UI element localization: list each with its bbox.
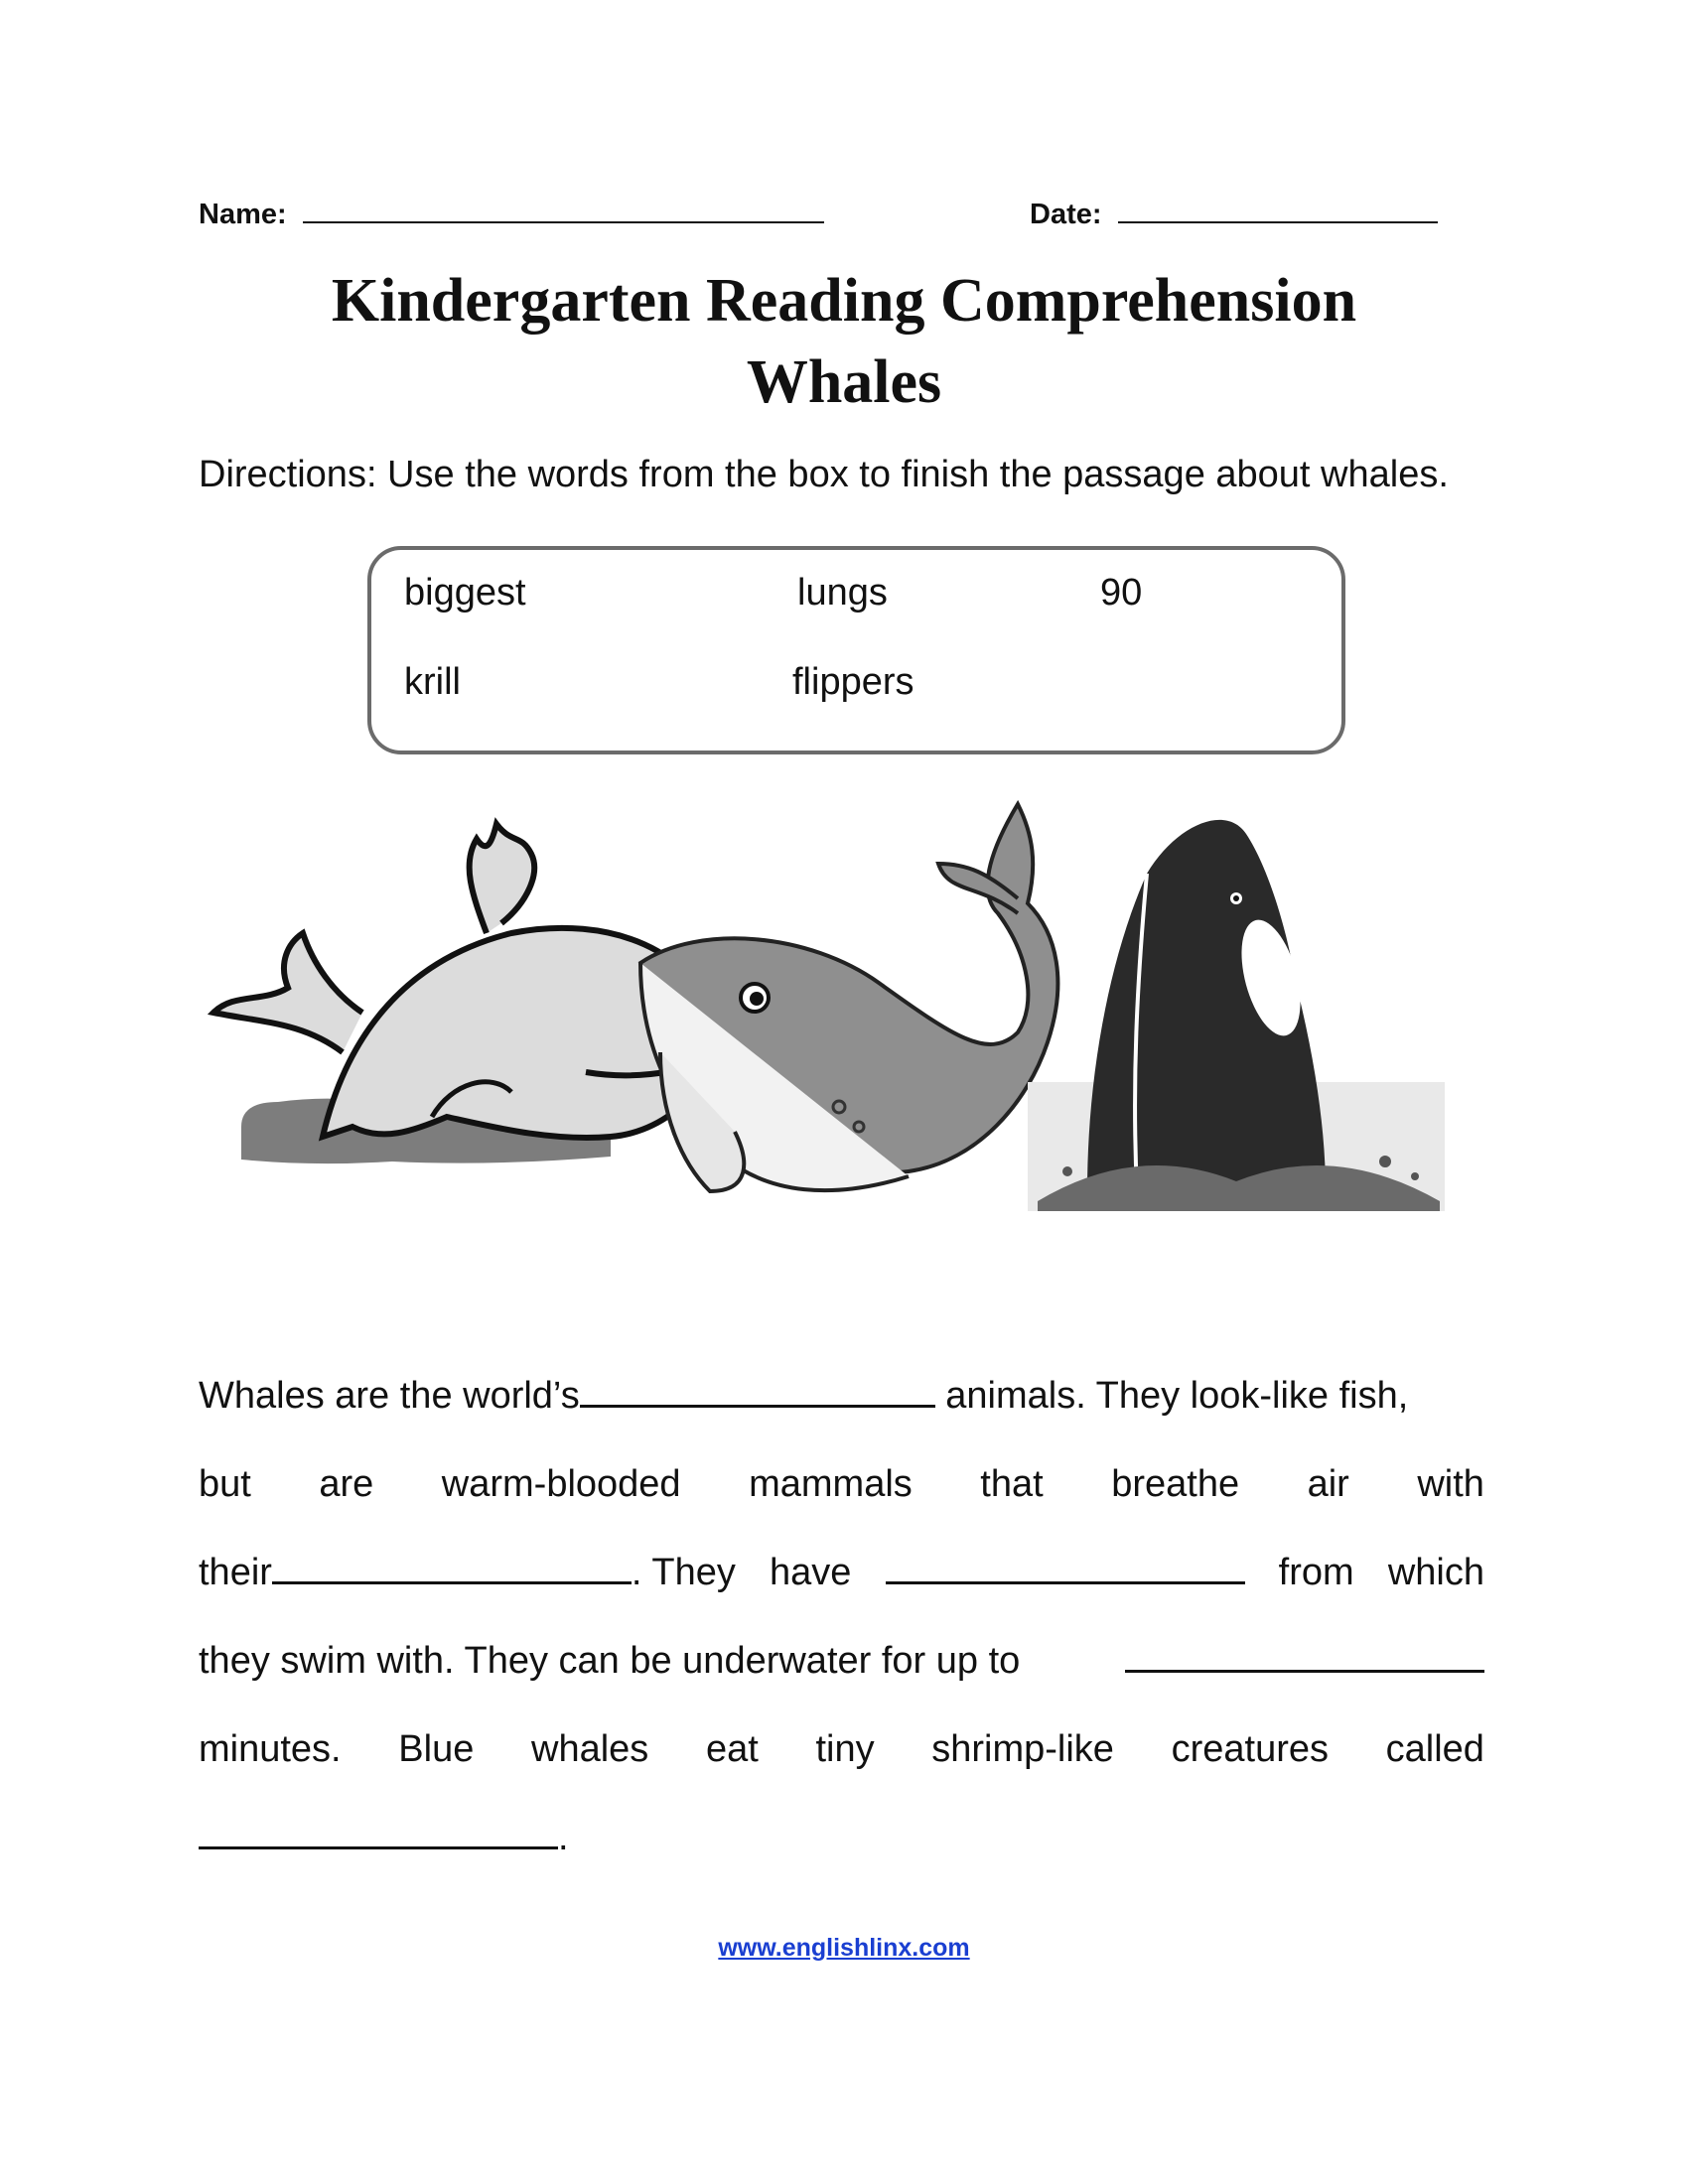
passage-word: from — [1278, 1552, 1354, 1593]
passage-word: their — [199, 1552, 272, 1593]
passage-word: breathe — [1111, 1463, 1240, 1505]
passage-line-2 — [199, 1463, 1484, 1552]
passage-word: warm-blooded — [441, 1463, 681, 1505]
blank-5[interactable] — [199, 1845, 558, 1849]
passage-line-1 — [199, 1375, 1484, 1463]
word-flippers: flippers — [792, 661, 914, 703]
date-label: Date: — [1030, 199, 1102, 230]
passage-text: they swim with. They can be underwater for up to — [199, 1640, 1021, 1682]
cartoon-whale-icon — [213, 824, 711, 1163]
blank-4[interactable] — [1125, 1669, 1484, 1673]
word-lungs: lungs — [797, 572, 888, 614]
footer-link-row — [0, 1934, 1688, 1963]
blank-1[interactable] — [580, 1404, 935, 1408]
passage-line-3 — [199, 1552, 1484, 1640]
whale-illustrations — [194, 784, 1460, 1241]
date-label-row — [1030, 199, 1438, 231]
name-field[interactable] — [303, 221, 824, 223]
passage-text: Whales are the world’s — [199, 1375, 580, 1417]
website-link[interactable]: www.englishlinx.com — [718, 1934, 970, 1962]
passage-line-4 — [199, 1640, 1484, 1728]
directions-text: Directions: Use the words from the box to finish the passage about whales. — [199, 454, 1449, 495]
blank-2[interactable] — [272, 1580, 632, 1584]
page-title: Kindergarten Reading Comprehension — [331, 267, 1357, 335]
passage-word: eat — [705, 1728, 759, 1770]
passage-word: whales — [531, 1728, 649, 1770]
passage-line-6 — [199, 1817, 1484, 1905]
humpback-whale-icon — [640, 804, 1057, 1191]
passage-word: with — [1417, 1463, 1484, 1505]
name-label: Name: — [199, 199, 287, 230]
word-biggest: biggest — [404, 572, 526, 614]
passage-line-5 — [199, 1728, 1484, 1817]
word-90: 90 — [1100, 572, 1143, 614]
passage-word: mammals — [749, 1463, 913, 1505]
passage-word: . They — [631, 1552, 736, 1593]
passage-word: shrimp-like — [931, 1728, 1114, 1770]
page-subtitle: Whales — [746, 348, 942, 416]
orca-icon — [1028, 820, 1445, 1211]
passage-word: are — [319, 1463, 374, 1505]
passage-word: that — [980, 1463, 1044, 1505]
name-label-row — [199, 199, 824, 231]
passage-word: minutes. — [199, 1728, 342, 1770]
passage-word: Blue — [398, 1728, 475, 1770]
passage-word: creatures — [1171, 1728, 1329, 1770]
blank-3[interactable] — [886, 1580, 1245, 1584]
passage-word: air — [1307, 1463, 1349, 1505]
word-krill: krill — [404, 661, 461, 703]
passage-text: . — [558, 1817, 569, 1858]
passage-word: which — [1387, 1552, 1484, 1593]
passage-word: but — [199, 1463, 251, 1505]
passage-word: called — [1385, 1728, 1484, 1770]
date-field[interactable] — [1118, 221, 1438, 223]
passage-word: tiny — [815, 1728, 875, 1770]
passage-text: animals. They look-like fish, — [945, 1375, 1409, 1417]
passage-word: have — [769, 1552, 852, 1593]
